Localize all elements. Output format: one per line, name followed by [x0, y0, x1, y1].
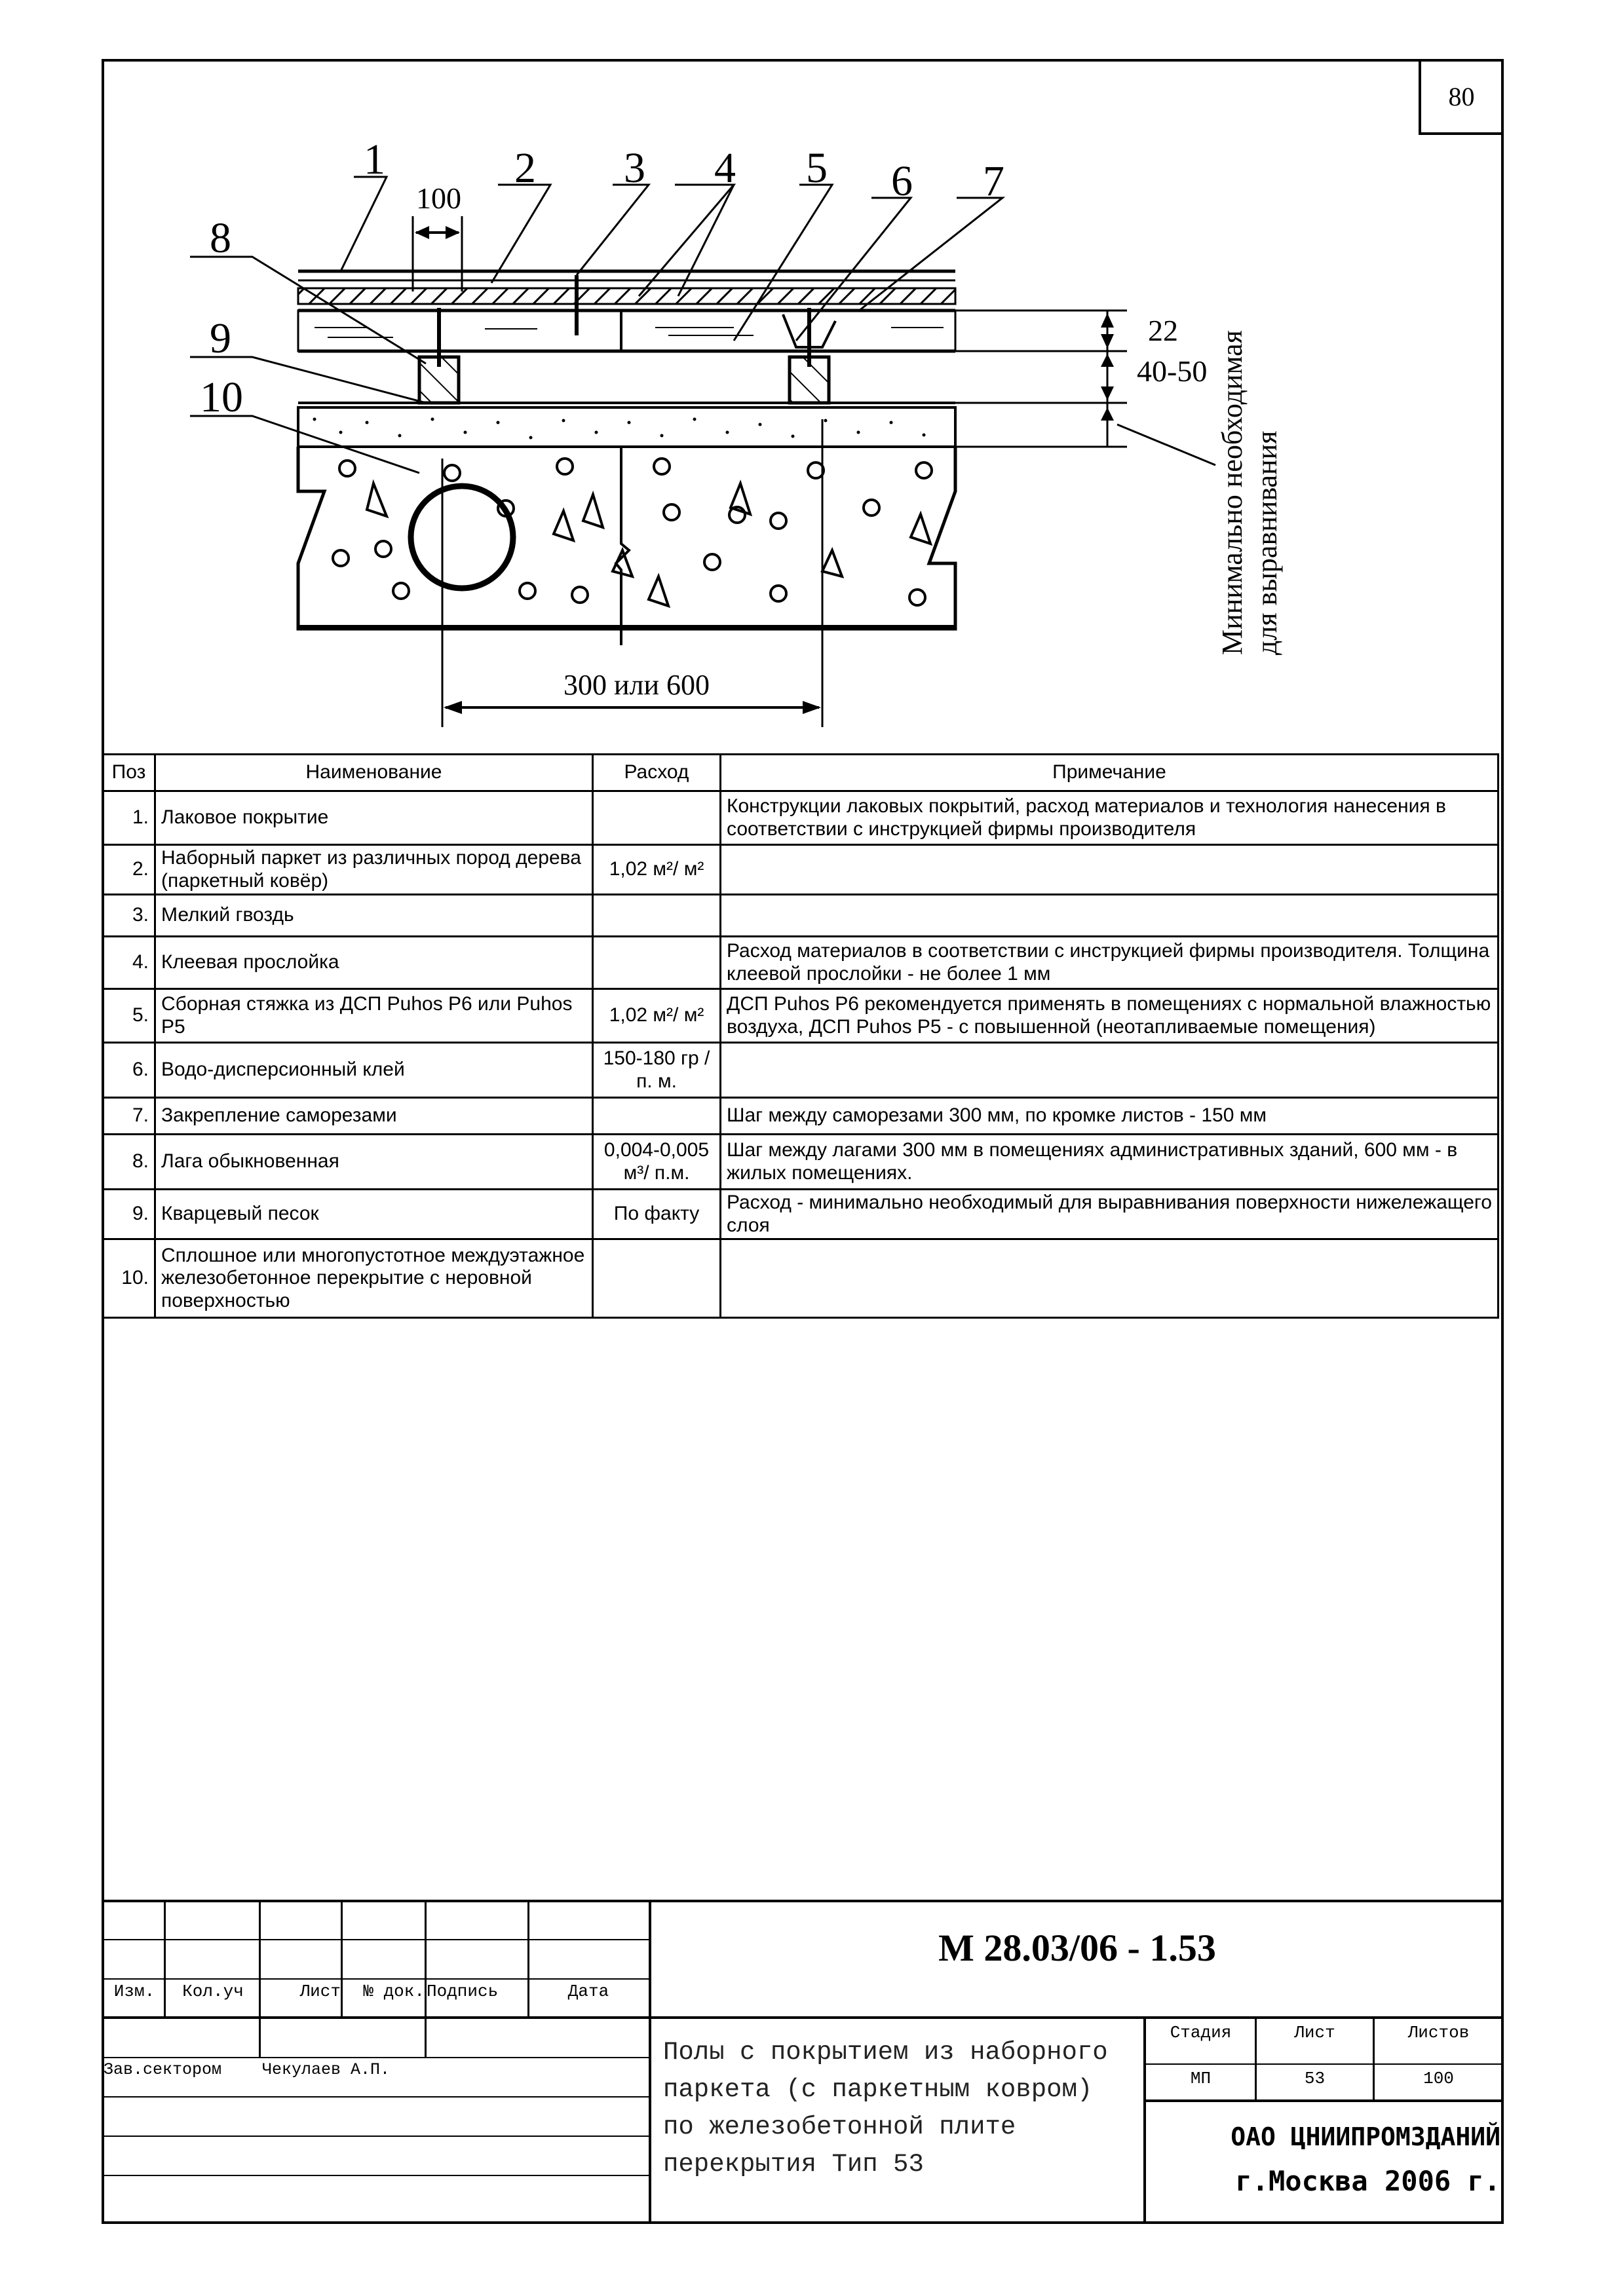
header-rate: Расход — [593, 755, 721, 791]
table-row: 10. Сплошное или многопустотное междуэтажное железобетонное перекрытие с неровной поверхностью — [103, 1239, 1499, 1318]
dim-22: 22 — [1148, 314, 1178, 347]
stage-value: МП — [1190, 2069, 1212, 2088]
col-izm: Изм. — [113, 1982, 155, 2001]
col-doc: № док. — [363, 1982, 425, 2001]
col-list: Лист — [299, 1982, 341, 2001]
dim-300-600: 300 или 600 — [563, 669, 710, 701]
table-row: 3. Мелкий гвоздь — [103, 895, 1499, 937]
table-row: 1. Лаковое покрытие Конструкции лаковых покрытий, расход материалов и технология нанесения в соответствии с инструкцией фирмы производителя — [103, 791, 1499, 845]
joist-right — [790, 357, 829, 403]
col-kol: Кол.уч — [182, 1982, 244, 2001]
sheet-description: Полы с покрытием из наборного паркета (с паркетным ковром) по железобетонной плите перекрытия Тип 53 — [663, 2038, 1108, 2179]
table-row: 2. Наборный паркет из различных пород дерева (паркетный ковёр) 1,02 м²/ м² — [103, 845, 1499, 895]
callout-6: 6 — [891, 157, 913, 205]
callout-4: 4 — [714, 144, 736, 192]
floor-section-drawing — [0, 0, 1604, 753]
sheet-value: 53 — [1304, 2069, 1326, 2088]
page-number: 80 — [1419, 60, 1502, 135]
hollow-core — [411, 486, 513, 588]
callout-10: 10 — [200, 373, 243, 421]
table-row: 8. Лага обыкновенная 0,004-0,005 м³/ п.м. Шаг между лагами 300 мм в помещениях административных зданий, 600 мм - в жилых помещениях. — [103, 1135, 1499, 1190]
table-row: 5. Сборная стяжка из ДСП Puhos P6 или Puhos P5 1,02 м²/ м² ДСП Puhos P6 рекомендуется применять в помещениях с нормальной влажностью воздуха, ДСП Puhos P5 - с повышенной (неотапливаемые помещения) — [103, 989, 1499, 1043]
dim-100: 100 — [416, 181, 461, 215]
sand-layer — [298, 407, 955, 447]
organization-city-year: г.Москва 2006 г. — [1235, 2165, 1500, 2197]
dim-40-50: 40-50 — [1137, 354, 1208, 388]
callout-3: 3 — [624, 144, 645, 192]
stage-label: Стадия — [1170, 2023, 1232, 2042]
side-note-line1: Минимально необходимая — [1216, 330, 1248, 655]
concrete-slab — [298, 447, 955, 629]
callout-2: 2 — [514, 144, 536, 192]
organization-name: ОАО ЦНИИПРОМЗДАНИЙ — [1231, 2122, 1500, 2151]
table-row: 9. Кварцевый песок По факту Расход - минимально необходимый для выравнивания поверхности нижележащего слоя — [103, 1190, 1499, 1239]
specification-table — [102, 753, 1499, 1319]
header-pos: Поз — [103, 755, 155, 791]
sheets-label: Листов — [1407, 2023, 1470, 2042]
col-date: Дата — [567, 1982, 609, 2001]
doc-code: М 28.03/06 - 1.53 — [938, 1927, 1216, 1969]
lacquer-layer — [298, 271, 955, 280]
table-row: 7. Закрепление саморезами Шаг между саморезами 300 мм, по кромке листов - 150 мм — [103, 1098, 1499, 1135]
sheets-value: 100 — [1423, 2069, 1454, 2088]
sheet-label: Лист — [1294, 2023, 1335, 2042]
callout-1: 1 — [364, 136, 385, 183]
header-name: Наименование — [155, 755, 593, 791]
col-sign: Подпись — [427, 1982, 499, 2001]
callout-5: 5 — [806, 144, 828, 192]
person: Чекулаев А.П. — [262, 2060, 391, 2079]
header-note: Примечание — [721, 755, 1499, 791]
callout-7: 7 — [983, 157, 1004, 205]
table-row: 6. Водо-дисперсионный клей 150-180 гр /п. м. — [103, 1043, 1499, 1098]
role: Зав.сектором — [104, 2060, 222, 2079]
callout-9: 9 — [210, 314, 231, 362]
side-note-line2: для выравнивания — [1251, 430, 1283, 655]
parquet-layer — [298, 288, 955, 304]
table-row: 4. Клеевая прослойка Расход материалов в соответствии с инструкцией фирмы производителя. Толщина клеевой прослойки - не более 1 мм — [103, 937, 1499, 989]
callout-8: 8 — [210, 214, 231, 262]
